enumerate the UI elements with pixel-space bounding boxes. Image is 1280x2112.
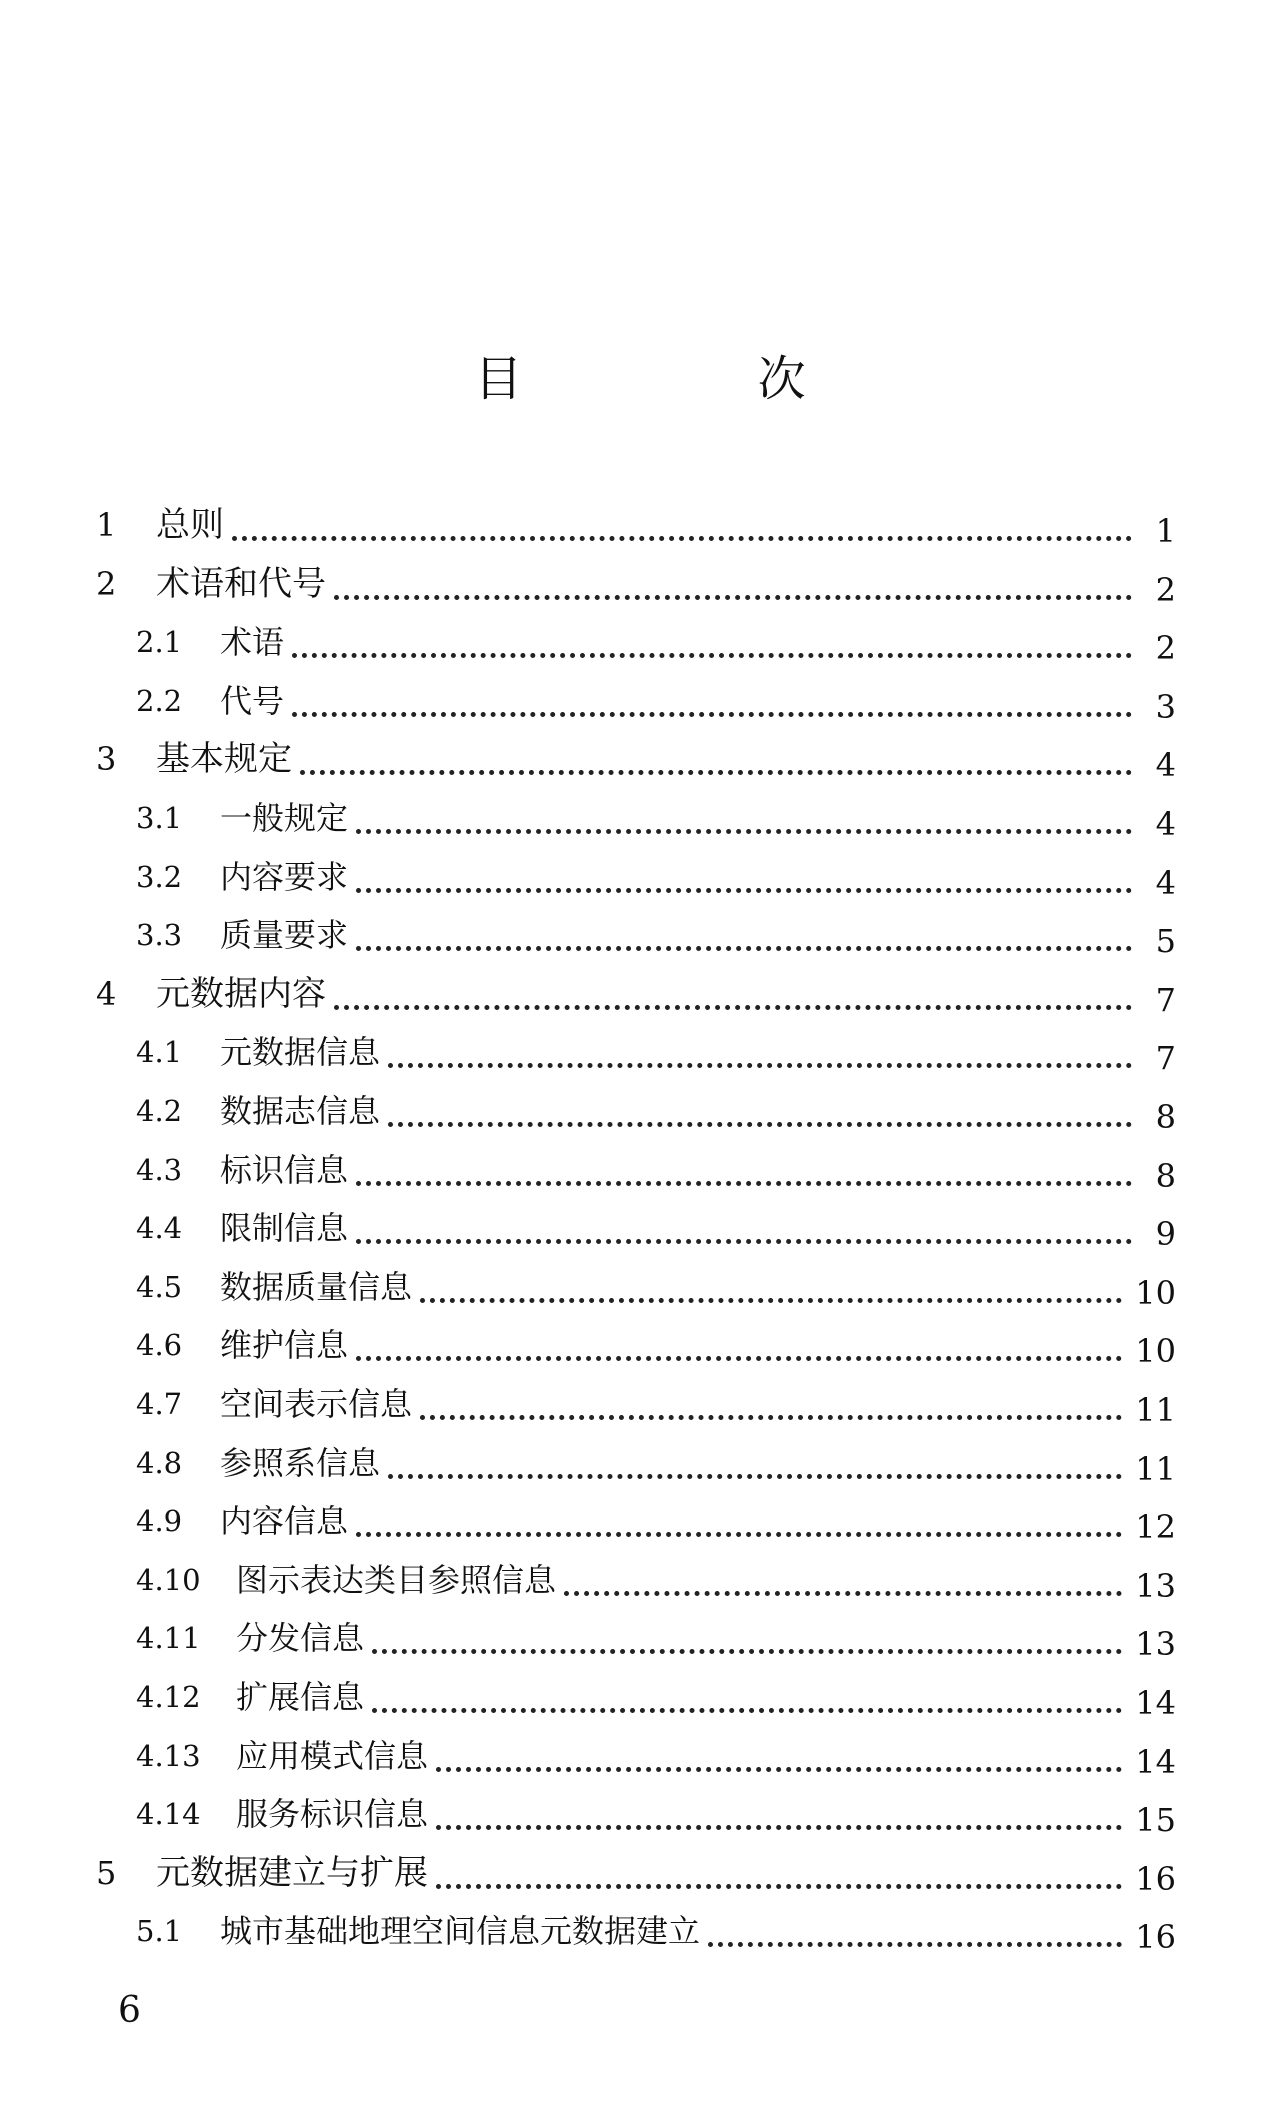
toc-dot-leader xyxy=(708,1942,1122,1947)
toc-entry-number: 4.8 xyxy=(136,1445,183,1480)
toc-entry-page: 4 xyxy=(1155,805,1176,843)
toc-entry-page: 7 xyxy=(1155,1039,1176,1078)
toc-dot-leader xyxy=(356,1356,1122,1361)
toc-entry[interactable] xyxy=(0,965,1280,1023)
toc-entry-number: 4.10 xyxy=(136,1562,201,1597)
toc-entry-number: 4.6 xyxy=(136,1328,183,1363)
toc-entry-title: 数据质量信息 xyxy=(220,1267,413,1306)
toc-entry-number: 3.3 xyxy=(136,918,183,953)
toc-entry[interactable] xyxy=(0,1316,1280,1374)
toc-entry-title: 质量要求 xyxy=(220,916,349,955)
toc-entry-number: 1 xyxy=(96,506,117,544)
toc-dot-leader xyxy=(292,712,1132,717)
toc-entry-title: 限制信息 xyxy=(220,1209,349,1248)
toc-entry-title: 一般规定 xyxy=(220,799,349,837)
toc-entry-title: 总则 xyxy=(156,505,224,545)
toc-entry[interactable] xyxy=(0,789,1280,847)
toc-entry[interactable] xyxy=(0,1551,1280,1609)
toc-entry-page: 13 xyxy=(1135,1625,1176,1664)
toc-entry-number: 4.13 xyxy=(136,1738,201,1773)
toc-entry-title: 内容要求 xyxy=(220,857,349,896)
toc-entry[interactable] xyxy=(0,848,1280,906)
toc-entry-title: 代号 xyxy=(220,681,285,720)
toc-dot-leader xyxy=(420,1415,1122,1420)
toc-entry-number: 4.14 xyxy=(136,1797,201,1832)
toc-entry-page: 1 xyxy=(1155,512,1176,550)
toc-entry-title: 元数据内容 xyxy=(156,973,326,1014)
toc-entry[interactable] xyxy=(0,672,1280,730)
toc-dot-leader xyxy=(420,1298,1122,1303)
toc-entry[interactable] xyxy=(0,1023,1280,1081)
toc-dot-leader xyxy=(372,1649,1122,1654)
toc-entry-number: 3 xyxy=(96,740,117,779)
toc-entry-number: 4.7 xyxy=(136,1387,183,1421)
toc-entry-title: 服务标识信息 xyxy=(236,1795,429,1834)
toc-entry-page: 10 xyxy=(1135,1273,1176,1312)
toc-entry-page: 3 xyxy=(1155,687,1176,726)
toc-entry-page: 12 xyxy=(1135,1508,1176,1547)
toc-entry-page: 4 xyxy=(1155,746,1176,785)
toc-entry-title: 图示表达类目参照信息 xyxy=(236,1560,557,1599)
toc-entry[interactable] xyxy=(0,1785,1280,1843)
toc-entry-title: 应用模式信息 xyxy=(236,1736,429,1775)
page-number: 6 xyxy=(118,1990,141,2031)
toc-entry-number: 2.2 xyxy=(136,683,183,718)
toc-entry-page: 8 xyxy=(1155,1156,1176,1195)
toc-dot-leader xyxy=(372,1708,1122,1713)
toc-entry-page: 15 xyxy=(1135,1801,1176,1840)
toc-entry-number: 2 xyxy=(96,564,117,603)
toc-entry-number: 4.9 xyxy=(136,1504,183,1539)
toc-entry-number: 4.4 xyxy=(136,1211,183,1246)
toc-dot-leader xyxy=(356,829,1132,834)
toc-entry-number: 4.12 xyxy=(136,1680,201,1714)
toc-entry-title: 术语和代号 xyxy=(156,563,326,604)
toc-dot-leader xyxy=(300,770,1132,775)
toc-entry-title: 标识信息 xyxy=(220,1150,349,1189)
toc-dot-leader xyxy=(356,888,1132,893)
toc-entry-number: 2.1 xyxy=(136,625,183,660)
toc-entry-page: 11 xyxy=(1135,1449,1176,1488)
toc-entry-page: 4 xyxy=(1155,863,1176,902)
toc-entry-title: 内容信息 xyxy=(220,1502,349,1541)
toc-entry-page: 16 xyxy=(1135,1918,1176,1957)
toc-entry[interactable] xyxy=(0,1199,1280,1257)
toc-entry-page: 11 xyxy=(1135,1391,1176,1429)
toc-dot-leader xyxy=(564,1591,1122,1596)
toc-entry-title: 分发信息 xyxy=(236,1619,365,1658)
toc-entry[interactable] xyxy=(0,1375,1280,1433)
toc-entry-number: 4.11 xyxy=(136,1621,201,1656)
toc-dot-leader xyxy=(356,1181,1132,1186)
toc-entry-title: 城市基础地理空间信息元数据建立 xyxy=(220,1912,701,1951)
toc-entry[interactable] xyxy=(0,730,1280,788)
toc-entry-title: 基本规定 xyxy=(156,739,292,780)
toc-entry-number: 4.5 xyxy=(136,1269,183,1304)
toc-dot-leader xyxy=(292,653,1132,658)
toc-entry[interactable] xyxy=(0,1434,1280,1492)
toc-entry-page: 16 xyxy=(1135,1859,1176,1898)
toc-entry[interactable] xyxy=(0,1492,1280,1550)
toc-entry-number: 3.1 xyxy=(136,801,183,835)
toc-dot-leader xyxy=(388,1474,1122,1479)
toc-dot-leader xyxy=(356,1532,1122,1537)
toc-entry-page: 7 xyxy=(1155,980,1176,1019)
toc-dot-leader xyxy=(436,1767,1122,1772)
page-title: 目 次 xyxy=(474,351,916,407)
toc-entry-number: 4.1 xyxy=(136,1035,183,1070)
toc-entry[interactable] xyxy=(0,613,1280,671)
toc-entry-title: 元数据建立与扩展 xyxy=(156,1852,428,1893)
toc-entry-page: 2 xyxy=(1155,570,1176,609)
toc-entry[interactable] xyxy=(0,1668,1280,1726)
toc-entry-number: 4 xyxy=(96,974,117,1013)
toc-entry[interactable] xyxy=(0,1844,1280,1902)
toc-entry[interactable] xyxy=(0,1727,1280,1785)
toc-entry-number: 3.2 xyxy=(136,859,183,894)
toc-dot-leader xyxy=(388,1063,1132,1068)
toc-entry-page: 14 xyxy=(1135,1742,1176,1781)
toc-entry[interactable] xyxy=(0,555,1280,613)
toc-entry-title: 扩展信息 xyxy=(236,1678,365,1716)
toc-entry-title: 术语 xyxy=(220,623,285,662)
toc-entry[interactable] xyxy=(0,1141,1280,1199)
toc-entry-page: 14 xyxy=(1135,1684,1176,1722)
toc-entry-number: 5 xyxy=(96,1853,117,1892)
toc-entry-page: 8 xyxy=(1155,1098,1176,1136)
toc-dot-leader xyxy=(388,1122,1132,1127)
toc-entry-page: 5 xyxy=(1155,922,1176,961)
toc-entry[interactable] xyxy=(0,1258,1280,1316)
toc-dot-leader xyxy=(334,1005,1132,1010)
toc-entry[interactable] xyxy=(0,1902,1280,1960)
toc-entry-number: 4.3 xyxy=(136,1152,183,1187)
toc-entry-title: 数据志信息 xyxy=(220,1092,381,1130)
toc-entry[interactable] xyxy=(0,1082,1280,1140)
toc-entry-number: 5.1 xyxy=(136,1914,183,1949)
toc-entry-page: 9 xyxy=(1155,1215,1176,1254)
toc-dot-leader xyxy=(436,1825,1122,1830)
toc-entry-title: 参照系信息 xyxy=(220,1443,381,1482)
toc-dot-leader xyxy=(334,595,1132,600)
toc-entry-page: 13 xyxy=(1135,1566,1176,1605)
toc-entry-title: 维护信息 xyxy=(220,1326,349,1365)
toc-entry[interactable] xyxy=(0,496,1280,554)
toc-entry[interactable] xyxy=(0,1609,1280,1667)
toc-dot-leader xyxy=(436,1884,1122,1889)
toc-entry-page: 10 xyxy=(1135,1332,1176,1371)
toc-dot-leader xyxy=(356,946,1132,951)
toc-entry-title: 空间表示信息 xyxy=(220,1385,413,1423)
toc-entry-title: 元数据信息 xyxy=(220,1033,381,1072)
toc-dot-leader xyxy=(356,1239,1132,1244)
toc-dot-leader xyxy=(232,536,1132,541)
toc-entry-number: 4.2 xyxy=(136,1094,183,1128)
toc-entry-page: 2 xyxy=(1155,629,1176,668)
toc-entry[interactable] xyxy=(0,906,1280,964)
